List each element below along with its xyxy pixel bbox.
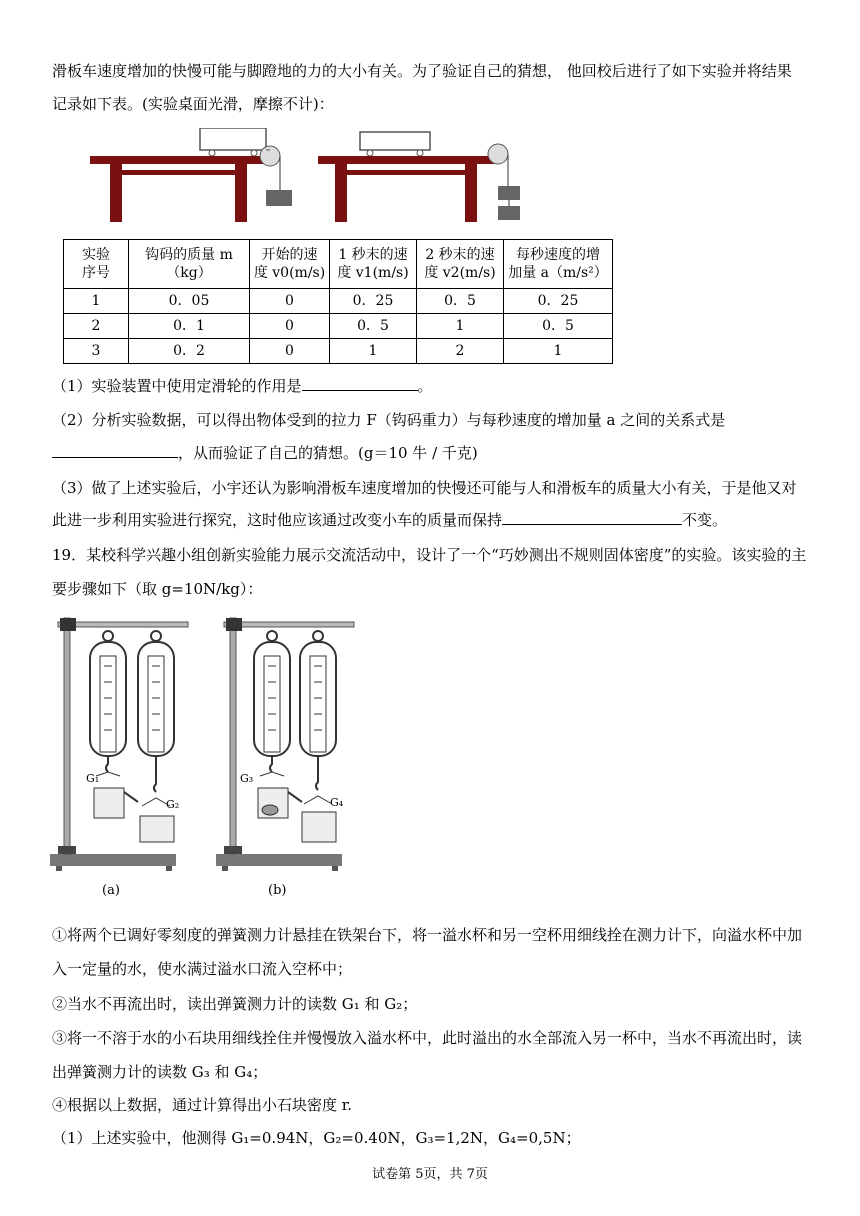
header-cell: 实验 序号 bbox=[64, 240, 129, 289]
stone bbox=[262, 805, 278, 815]
table-row bbox=[64, 314, 613, 339]
scale-a2 bbox=[138, 631, 174, 792]
table-cell: 0．1 bbox=[129, 314, 250, 339]
intro-line-1: 滑板车速度增加的快慢可能与脚蹬地的力的大小有关。为了验证自己的猜想， 他回校后进行了如下实验并将结果 bbox=[52, 62, 792, 80]
weight-2b bbox=[498, 206, 520, 220]
scale-b2 bbox=[300, 631, 336, 790]
pulley-2 bbox=[488, 144, 508, 164]
answer-blank-3[interactable] bbox=[502, 510, 682, 525]
step-4: ④根据以上数据，通过计算得出小石块密度 r. bbox=[52, 1096, 353, 1114]
table-cell: 2 bbox=[64, 314, 129, 339]
question-19-line-1: 19．某校科学兴趣小组创新实验能力展示交流活动中，设计了一个“巧妙测出不规则固体密度”的实验。该实验的主 bbox=[52, 546, 807, 564]
table-cell: 0．5 bbox=[417, 289, 504, 314]
question-18-3-line-2: 此进一步利用实验进行探究，这时他应该通过改变小车的质量而保持 不变。 bbox=[52, 511, 728, 529]
step-1-line-2: 入一定量的水，使水满过溢水口流入空杯中； bbox=[52, 960, 353, 978]
table-cell: 2 bbox=[417, 339, 504, 364]
question-19-line-2: 要步骤如下（取 g=10N/kg）： bbox=[52, 580, 263, 598]
label-g2: G₂ bbox=[166, 798, 180, 811]
answer-blank-2[interactable] bbox=[52, 443, 178, 458]
page-footer: 试卷第 5页，共 7页 bbox=[372, 1167, 488, 1182]
table-cell: 3 bbox=[64, 339, 129, 364]
experiment-data-table bbox=[63, 239, 613, 364]
table-cell: 0 bbox=[250, 339, 330, 364]
sub-question-1: （1）上述实验中，他测得 G₁=0.94N，G₂=0.40N，G₃=1,2N，G₄=0,5N； bbox=[52, 1129, 581, 1147]
table-cell: 0．2 bbox=[129, 339, 250, 364]
table-cell: 0．05 bbox=[129, 289, 250, 314]
step-1-line-1: ①将两个已调好零刻度的弹簧测力计悬挂在铁架台下，将一溢水杯和另一空杯用细线拴在测力计下，向溢水杯中加 bbox=[52, 926, 803, 944]
collect-cup-a bbox=[140, 816, 174, 842]
table-header-row bbox=[64, 240, 613, 289]
scale-a1 bbox=[90, 631, 126, 772]
step-2: ②当水不再流出时，读出弹簧测力计的读数 G₁ 和 G₂； bbox=[52, 995, 418, 1013]
header-cell: 2 秒末的速 度 v2(m/s) bbox=[417, 240, 504, 289]
table-top-2 bbox=[318, 156, 498, 164]
scale-b1 bbox=[254, 631, 290, 772]
question-18-3-line-1: （3）做了上述实验后，小宇还认为影响滑板车速度增加的快慢还可能与人和滑板车的质量大小有关，于是他又对 bbox=[52, 479, 797, 497]
table-row bbox=[64, 289, 613, 314]
question-18-2-line-1: （2）分析实验数据，可以得出物体受到的拉力 F（钩码重力）与每秒速度的增加量 a 之间的关系式是 bbox=[52, 411, 726, 429]
table-cell: 1 bbox=[417, 314, 504, 339]
caption-b: (b) bbox=[268, 883, 287, 898]
cart-1 bbox=[200, 128, 266, 150]
table-cell: 0 bbox=[250, 314, 330, 339]
table-cell: 1 bbox=[504, 339, 613, 364]
table-cell: 0 bbox=[250, 289, 330, 314]
caption-a: (a) bbox=[102, 883, 120, 898]
label-g4: G₄ bbox=[330, 796, 344, 809]
header-cell: 钩码的质量 m （kg） bbox=[129, 240, 250, 289]
pulley-apparatus-figure bbox=[80, 128, 540, 228]
table-top-1 bbox=[90, 156, 275, 164]
label-g3: G₃ bbox=[240, 772, 254, 785]
question-18-1: （1）实验装置中使用定滑轮的作用是 。 bbox=[52, 377, 433, 395]
table-cell: 1 bbox=[330, 339, 417, 364]
answer-blank-1[interactable] bbox=[302, 376, 418, 391]
weight-2a bbox=[498, 186, 520, 200]
question-18-2-line-2: ，从而验证了自己的猜想。(g＝10 牛 / 千克) bbox=[52, 442, 812, 464]
pulley-1 bbox=[260, 146, 280, 166]
table-row bbox=[64, 339, 613, 364]
spring-scale-figure bbox=[48, 612, 358, 902]
overflow-cup-a bbox=[94, 788, 124, 818]
table-cell: 0．5 bbox=[330, 314, 417, 339]
intro-line-2: 记录如下表。(实验桌面光滑，摩擦不计)： bbox=[52, 95, 334, 113]
table-cell: 0．5 bbox=[504, 314, 613, 339]
table-cell: 0．25 bbox=[330, 289, 417, 314]
table-cell: 1 bbox=[64, 289, 129, 314]
weight-1 bbox=[266, 190, 292, 206]
header-cell: 1 秒末的速 度 v1(m/s) bbox=[330, 240, 417, 289]
step-3-line-1: ③将一不溶于水的小石块用细线拴住并慢慢放入溢水杯中，此时溢出的水全部流入另一杯中，当水不再流出时，读 bbox=[52, 1029, 803, 1047]
header-cell: 每秒速度的增 加量 a（m/s²） bbox=[504, 240, 613, 289]
cart-2 bbox=[360, 132, 430, 150]
header-cell: 开始的速 度 v0(m/s) bbox=[250, 240, 330, 289]
label-g1: G₁ bbox=[86, 772, 100, 785]
collect-cup-b bbox=[302, 812, 336, 842]
table-cell: 0．25 bbox=[504, 289, 613, 314]
step-3-line-2: 出弹簧测力计的读数 G₃ 和 G₄； bbox=[52, 1063, 268, 1081]
